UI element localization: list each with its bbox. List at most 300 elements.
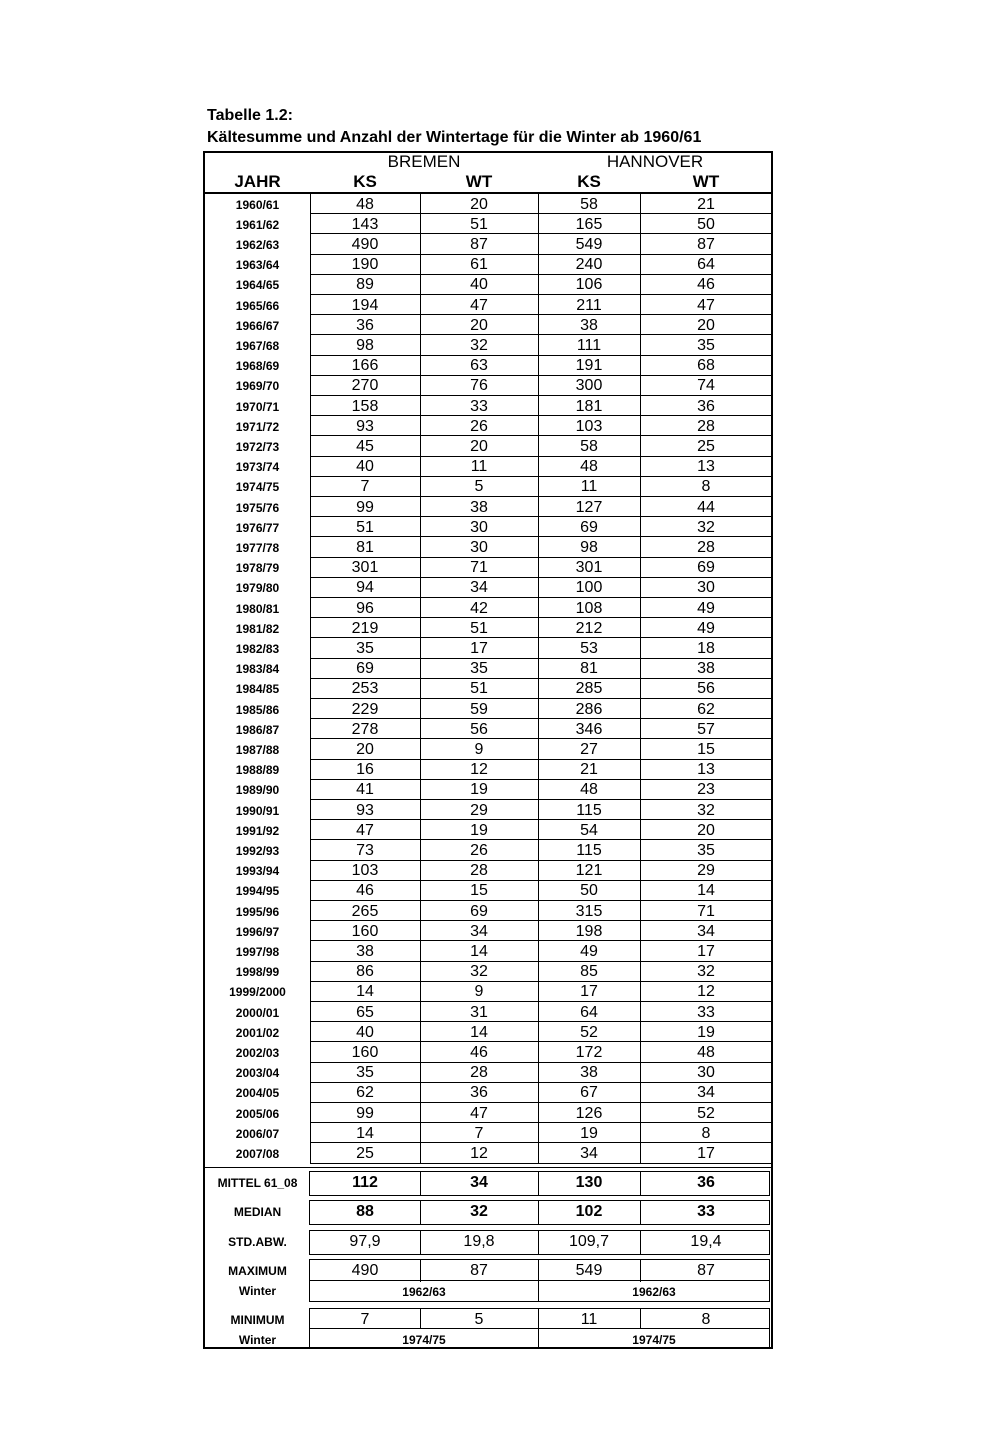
row-wt-hannover: 13 — [697, 761, 715, 779]
row-wt-bremen: 12 — [470, 761, 488, 779]
row-year: 1996/97 — [235, 924, 280, 939]
row-wt-bremen: 31 — [470, 1003, 488, 1021]
row-wt-bremen: 9 — [474, 740, 484, 758]
row-ks-bremen: 47 — [356, 821, 374, 839]
stat-divider — [640, 1308, 641, 1329]
row-ks-hannover: 98 — [580, 538, 598, 556]
row-ks-hannover: 50 — [580, 882, 598, 900]
std-label: STD.ABW. — [228, 1235, 287, 1249]
row-ks-hannover: 103 — [575, 417, 603, 435]
row-year: 2007/08 — [235, 1146, 280, 1161]
stat-divider — [420, 1200, 421, 1225]
row-year: 1965/66 — [235, 298, 280, 313]
row-ks-bremen: 16 — [356, 761, 374, 779]
row-wt-hannover: 32 — [697, 801, 715, 819]
row-ks-hannover: 165 — [575, 215, 603, 233]
row-ks-hannover: 54 — [580, 821, 598, 839]
row-ks-bremen: 65 — [356, 1003, 374, 1021]
stat-divider — [420, 1308, 421, 1329]
row-ks-hannover: 38 — [580, 316, 598, 334]
header-ks-hannover: KS — [577, 172, 601, 191]
row-ks-hannover: 121 — [575, 862, 603, 880]
row-divider — [310, 1001, 772, 1002]
row-ks-hannover: 286 — [575, 700, 603, 718]
mittel-label: MITTEL 61_08 — [217, 1176, 298, 1190]
row-divider — [310, 617, 772, 618]
row-ks-hannover: 11 — [580, 478, 598, 496]
row-ks-hannover: 198 — [575, 922, 603, 940]
row-wt-hannover: 17 — [697, 942, 715, 960]
row-ks-hannover: 34 — [580, 1144, 598, 1162]
row-year: 1987/88 — [235, 742, 280, 757]
row-ks-hannover: 52 — [580, 1023, 598, 1041]
median-wt-hannover: 33 — [697, 1203, 715, 1220]
row-wt-hannover: 34 — [697, 1084, 715, 1102]
row-ks-hannover: 27 — [580, 740, 598, 758]
row-year: 1993/94 — [235, 864, 280, 879]
row-divider — [310, 355, 772, 356]
row-divider — [310, 1142, 772, 1143]
row-wt-hannover: 30 — [697, 579, 715, 597]
row-ks-hannover: 19 — [580, 1124, 598, 1142]
row-ks-bremen: 301 — [351, 559, 379, 577]
minimum-ks-hannover: 11 — [580, 1311, 598, 1328]
row-ks-bremen: 93 — [356, 801, 374, 819]
row-wt-bremen: 11 — [470, 458, 488, 476]
row-ks-bremen: 81 — [356, 538, 374, 556]
row-wt-bremen: 19 — [470, 781, 488, 799]
row-divider — [310, 718, 772, 719]
row-divider — [310, 476, 772, 477]
row-wt-bremen: 61 — [470, 256, 488, 274]
mittel-wt-hannover: 36 — [697, 1174, 715, 1191]
row-ks-bremen: 158 — [351, 397, 379, 415]
row-year: 1994/95 — [235, 884, 280, 899]
median-ks-bremen: 88 — [356, 1203, 374, 1220]
maximum-wt-hannover: 87 — [697, 1262, 715, 1279]
row-ks-bremen: 194 — [351, 296, 379, 314]
row-ks-hannover: 211 — [576, 296, 602, 314]
header-wt-bremen: WT — [465, 172, 493, 191]
row-ks-hannover: 106 — [575, 276, 603, 294]
row-wt-bremen: 35 — [470, 660, 488, 678]
row-ks-hannover: 85 — [580, 963, 598, 981]
row-wt-hannover: 68 — [697, 357, 715, 375]
row-year: 1986/87 — [235, 722, 280, 737]
row-wt-bremen: 12 — [470, 1144, 488, 1162]
stat-divider — [420, 1171, 421, 1196]
row-divider — [310, 738, 772, 739]
row-ks-hannover: 100 — [575, 579, 603, 597]
header-divider — [204, 192, 772, 194]
row-ks-hannover: 17 — [580, 983, 598, 1001]
row-wt-bremen: 76 — [470, 377, 488, 395]
row-wt-bremen: 14 — [470, 1023, 488, 1041]
row-year: 1977/78 — [235, 540, 280, 555]
row-divider — [310, 395, 772, 396]
row-year: 1980/81 — [235, 601, 280, 616]
row-divider — [310, 940, 772, 941]
row-year: 1969/70 — [235, 379, 280, 394]
row-ks-bremen: 94 — [356, 579, 374, 597]
row-year: 1962/63 — [235, 237, 280, 252]
row-year: 1979/80 — [235, 581, 280, 596]
row-year: 1983/84 — [235, 662, 280, 677]
row-year: 1989/90 — [235, 783, 280, 798]
row-wt-bremen: 47 — [470, 1104, 488, 1122]
row-ks-bremen: 7 — [360, 478, 370, 496]
row-wt-hannover: 48 — [697, 1043, 715, 1061]
row-wt-hannover: 17 — [697, 1144, 715, 1162]
row-wt-bremen: 51 — [470, 680, 488, 698]
row-divider — [310, 1041, 772, 1042]
row-wt-hannover: 57 — [697, 720, 715, 738]
row-year: 1968/69 — [235, 359, 280, 374]
row-divider — [310, 880, 772, 881]
row-wt-bremen: 17 — [470, 639, 488, 657]
row-year: 2004/05 — [235, 1086, 280, 1101]
row-wt-hannover: 87 — [697, 235, 715, 253]
row-wt-hannover: 46 — [697, 276, 715, 294]
row-divider — [310, 557, 772, 558]
row-wt-hannover: 29 — [697, 862, 715, 880]
row-ks-hannover: 301 — [575, 559, 603, 577]
row-ks-bremen: 93 — [356, 417, 374, 435]
row-ks-bremen: 25 — [356, 1144, 374, 1162]
row-wt-bremen: 71 — [470, 559, 488, 577]
row-wt-hannover: 35 — [697, 841, 715, 859]
row-year: 1999/2000 — [229, 985, 286, 1000]
row-wt-bremen: 51 — [470, 215, 488, 233]
row-year: 1960/61 — [235, 197, 280, 212]
row-wt-bremen: 63 — [470, 357, 488, 375]
winter-mid-divider — [538, 1328, 539, 1349]
row-wt-hannover: 34 — [697, 922, 715, 940]
row-ks-hannover: 240 — [575, 256, 603, 274]
row-ks-bremen: 490 — [351, 235, 379, 253]
row-wt-hannover: 36 — [697, 397, 715, 415]
column-divider — [538, 193, 539, 1163]
row-divider — [310, 658, 772, 659]
row-ks-hannover: 48 — [580, 458, 598, 476]
row-ks-hannover: 181 — [575, 397, 603, 415]
row-ks-bremen: 51 — [356, 518, 374, 536]
median-label: MEDIAN — [233, 1205, 282, 1219]
row-wt-hannover: 28 — [697, 417, 715, 435]
row-ks-bremen: 14 — [356, 983, 374, 1001]
row-ks-bremen: 278 — [351, 720, 379, 738]
row-year: 1992/93 — [235, 843, 280, 858]
row-ks-hannover: 115 — [576, 841, 602, 859]
row-wt-bremen: 32 — [470, 963, 488, 981]
row-ks-bremen: 96 — [356, 599, 374, 617]
row-ks-bremen: 46 — [356, 882, 374, 900]
maximum-winter-hannover: 1962/63 — [632, 1285, 676, 1299]
row-year: 1973/74 — [235, 460, 280, 475]
row-year: 2001/02 — [235, 1025, 280, 1040]
row-year: 1961/62 — [235, 217, 280, 232]
row-divider — [310, 294, 772, 295]
row-wt-bremen: 56 — [470, 720, 488, 738]
row-ks-bremen: 103 — [351, 862, 379, 880]
row-wt-bremen: 42 — [470, 599, 488, 617]
median-ks-hannover: 102 — [575, 1203, 603, 1220]
row-divider — [310, 860, 772, 861]
row-wt-hannover: 32 — [697, 518, 715, 536]
row-ks-bremen: 98 — [356, 336, 374, 354]
row-wt-bremen: 69 — [470, 902, 488, 920]
row-year: 2000/01 — [235, 1005, 280, 1020]
row-wt-bremen: 33 — [470, 397, 488, 415]
row-ks-bremen: 20 — [356, 740, 374, 758]
row-ks-bremen: 166 — [351, 357, 379, 375]
row-ks-hannover: 115 — [576, 801, 602, 819]
median-wt-bremen: 32 — [470, 1203, 488, 1220]
row-divider — [310, 1082, 772, 1083]
row-ks-hannover: 300 — [575, 377, 603, 395]
row-wt-bremen: 59 — [470, 700, 488, 718]
row-year: 1995/96 — [235, 904, 280, 919]
row-ks-bremen: 99 — [356, 1104, 374, 1122]
row-divider — [310, 637, 772, 638]
row-divider — [310, 577, 772, 578]
row-ks-bremen: 265 — [351, 902, 379, 920]
row-ks-hannover: 346 — [575, 720, 603, 738]
row-year: 2006/07 — [235, 1126, 280, 1141]
row-ks-hannover: 126 — [575, 1104, 603, 1122]
row-divider — [310, 496, 772, 497]
header-bremen: BREMEN — [387, 152, 461, 171]
header-wt-hannover: WT — [692, 172, 720, 191]
header-ks-bremen: KS — [353, 172, 377, 191]
row-wt-hannover: 64 — [697, 256, 715, 274]
row-year: 1982/83 — [235, 641, 280, 656]
row-wt-bremen: 30 — [470, 538, 488, 556]
maximum-label: MAXIMUM — [228, 1264, 287, 1278]
row-wt-bremen: 20 — [470, 437, 488, 455]
row-wt-hannover: 21 — [697, 195, 715, 213]
row-ks-hannover: 108 — [575, 599, 603, 617]
row-wt-hannover: 20 — [697, 316, 715, 334]
row-wt-hannover: 32 — [697, 963, 715, 981]
row-wt-hannover: 33 — [697, 1003, 715, 1021]
stat-divider — [538, 1259, 539, 1282]
row-wt-bremen: 38 — [470, 498, 488, 516]
row-year: 1970/71 — [235, 399, 280, 414]
row-ks-hannover: 111 — [576, 336, 602, 354]
row-wt-bremen: 9 — [474, 983, 484, 1001]
stat-divider — [640, 1230, 641, 1255]
row-divider — [310, 698, 772, 699]
minimum-winter-bremen: 1974/75 — [402, 1333, 446, 1347]
column-divider — [310, 193, 311, 1163]
row-ks-hannover: 315 — [575, 902, 603, 920]
winter-row-divider — [310, 1280, 770, 1281]
row-ks-bremen: 41 — [356, 781, 374, 799]
row-year: 1963/64 — [235, 258, 280, 273]
row-wt-bremen: 87 — [470, 235, 488, 253]
row-wt-bremen: 28 — [470, 862, 488, 880]
row-wt-bremen: 19 — [470, 821, 488, 839]
row-ks-bremen: 62 — [356, 1084, 374, 1102]
row-ks-hannover: 285 — [575, 680, 603, 698]
row-year: 1966/67 — [235, 318, 280, 333]
row-wt-bremen: 34 — [470, 922, 488, 940]
row-ks-hannover: 172 — [575, 1043, 603, 1061]
row-year: 1975/76 — [235, 500, 280, 515]
row-wt-hannover: 14 — [697, 882, 715, 900]
std-wt-hannover: 19,4 — [690, 1233, 722, 1250]
row-wt-hannover: 18 — [697, 639, 715, 657]
row-wt-hannover: 12 — [697, 983, 715, 1001]
stat-divider — [640, 1259, 641, 1282]
row-wt-bremen: 28 — [470, 1064, 488, 1082]
row-year: 1971/72 — [235, 419, 280, 434]
row-ks-hannover: 38 — [580, 1064, 598, 1082]
row-wt-hannover: 8 — [701, 478, 711, 496]
maximum-winter-label: Winter — [238, 1284, 277, 1298]
column-divider — [640, 193, 641, 1163]
row-ks-hannover: 49 — [580, 942, 598, 960]
row-wt-hannover: 15 — [697, 740, 715, 758]
std-ks-bremen: 97,9 — [349, 1233, 381, 1250]
row-ks-bremen: 40 — [356, 1023, 374, 1041]
row-ks-hannover: 53 — [580, 639, 598, 657]
row-ks-hannover: 212 — [575, 619, 603, 637]
row-divider — [310, 1122, 772, 1123]
row-ks-bremen: 229 — [351, 700, 379, 718]
stats-divider — [204, 1167, 772, 1168]
minimum-ks-bremen: 7 — [360, 1311, 370, 1328]
row-ks-bremen: 270 — [351, 377, 379, 395]
row-wt-hannover: 62 — [697, 700, 715, 718]
table-caption-number: Tabelle 1.2: — [207, 107, 293, 124]
row-year: 1985/86 — [235, 702, 280, 717]
row-wt-bremen: 26 — [470, 841, 488, 859]
minimum-wt-bremen: 5 — [474, 1311, 484, 1328]
row-divider — [310, 779, 772, 780]
row-year: 2002/03 — [235, 1045, 280, 1060]
row-divider — [310, 819, 772, 820]
row-wt-hannover: 23 — [697, 781, 715, 799]
row-wt-hannover: 38 — [697, 660, 715, 678]
stat-divider — [640, 1171, 641, 1196]
row-wt-bremen: 26 — [470, 417, 488, 435]
row-wt-hannover: 30 — [697, 1064, 715, 1082]
row-year: 1981/82 — [235, 621, 280, 636]
row-ks-hannover: 67 — [580, 1084, 598, 1102]
row-divider — [310, 314, 772, 315]
row-wt-bremen: 34 — [470, 579, 488, 597]
row-divider — [310, 678, 772, 679]
row-ks-hannover: 549 — [575, 235, 603, 253]
row-divider — [310, 900, 772, 901]
row-wt-bremen: 32 — [470, 336, 488, 354]
row-ks-bremen: 160 — [351, 1043, 379, 1061]
row-year: 1990/91 — [235, 803, 280, 818]
row-year: 1997/98 — [235, 944, 280, 959]
row-year: 2003/04 — [235, 1066, 280, 1081]
row-divider — [310, 375, 772, 376]
row-divider — [310, 759, 772, 760]
row-ks-hannover: 48 — [580, 781, 598, 799]
row-ks-hannover: 81 — [580, 660, 598, 678]
row-year: 1974/75 — [235, 480, 280, 495]
row-year: 2005/06 — [235, 1106, 280, 1121]
row-divider — [310, 233, 772, 234]
row-divider — [310, 981, 772, 982]
mittel-wt-bremen: 34 — [470, 1174, 488, 1191]
row-ks-bremen: 143 — [351, 215, 379, 233]
row-wt-bremen: 20 — [470, 316, 488, 334]
row-wt-hannover: 25 — [697, 437, 715, 455]
row-year: 1984/85 — [235, 682, 280, 697]
row-wt-hannover: 13 — [697, 458, 715, 476]
winter-row-divider — [310, 1328, 770, 1329]
row-wt-bremen: 46 — [470, 1043, 488, 1061]
row-divider — [310, 1021, 772, 1022]
row-wt-hannover: 47 — [697, 296, 715, 314]
row-wt-bremen: 5 — [474, 478, 484, 496]
stat-divider — [538, 1230, 539, 1255]
row-ks-hannover: 127 — [575, 498, 603, 516]
row-wt-hannover: 35 — [697, 336, 715, 354]
row-divider — [310, 213, 772, 214]
row-year: 1988/89 — [235, 763, 280, 778]
row-ks-bremen: 253 — [351, 680, 379, 698]
row-ks-bremen: 73 — [356, 841, 374, 859]
row-wt-bremen: 30 — [470, 518, 488, 536]
row-divider — [310, 920, 772, 921]
stat-divider — [420, 1230, 421, 1255]
row-divider — [310, 516, 772, 517]
row-wt-hannover: 71 — [697, 902, 715, 920]
maximum-ks-bremen: 490 — [351, 1262, 379, 1279]
row-divider — [310, 274, 772, 275]
row-ks-hannover: 69 — [580, 518, 598, 536]
row-ks-hannover: 64 — [580, 1003, 598, 1021]
row-divider — [310, 334, 772, 335]
row-ks-bremen: 190 — [351, 256, 379, 274]
row-divider — [310, 1163, 772, 1164]
row-ks-bremen: 48 — [356, 195, 374, 213]
row-wt-hannover: 56 — [697, 680, 715, 698]
row-wt-hannover: 49 — [697, 619, 715, 637]
row-ks-bremen: 45 — [356, 437, 374, 455]
header-jahr: JAHR — [234, 172, 281, 191]
row-wt-hannover: 8 — [701, 1124, 711, 1142]
row-year: 1978/79 — [235, 561, 280, 576]
row-wt-hannover: 20 — [697, 821, 715, 839]
maximum-winter-bremen: 1962/63 — [402, 1285, 446, 1299]
row-wt-bremen: 29 — [470, 801, 488, 819]
row-year: 1967/68 — [235, 338, 280, 353]
row-ks-bremen: 160 — [351, 922, 379, 940]
row-wt-bremen: 40 — [470, 276, 488, 294]
row-divider — [310, 415, 772, 416]
row-wt-bremen: 36 — [470, 1084, 488, 1102]
row-year: 1976/77 — [235, 520, 280, 535]
row-divider — [310, 1102, 772, 1103]
stat-divider — [538, 1200, 539, 1225]
row-ks-bremen: 89 — [356, 276, 374, 294]
row-divider — [310, 839, 772, 840]
std-ks-hannover: 109,7 — [568, 1233, 610, 1250]
row-ks-bremen: 14 — [356, 1124, 374, 1142]
row-ks-hannover: 21 — [580, 761, 598, 779]
maximum-wt-bremen: 87 — [470, 1262, 488, 1279]
row-wt-bremen: 47 — [470, 296, 488, 314]
